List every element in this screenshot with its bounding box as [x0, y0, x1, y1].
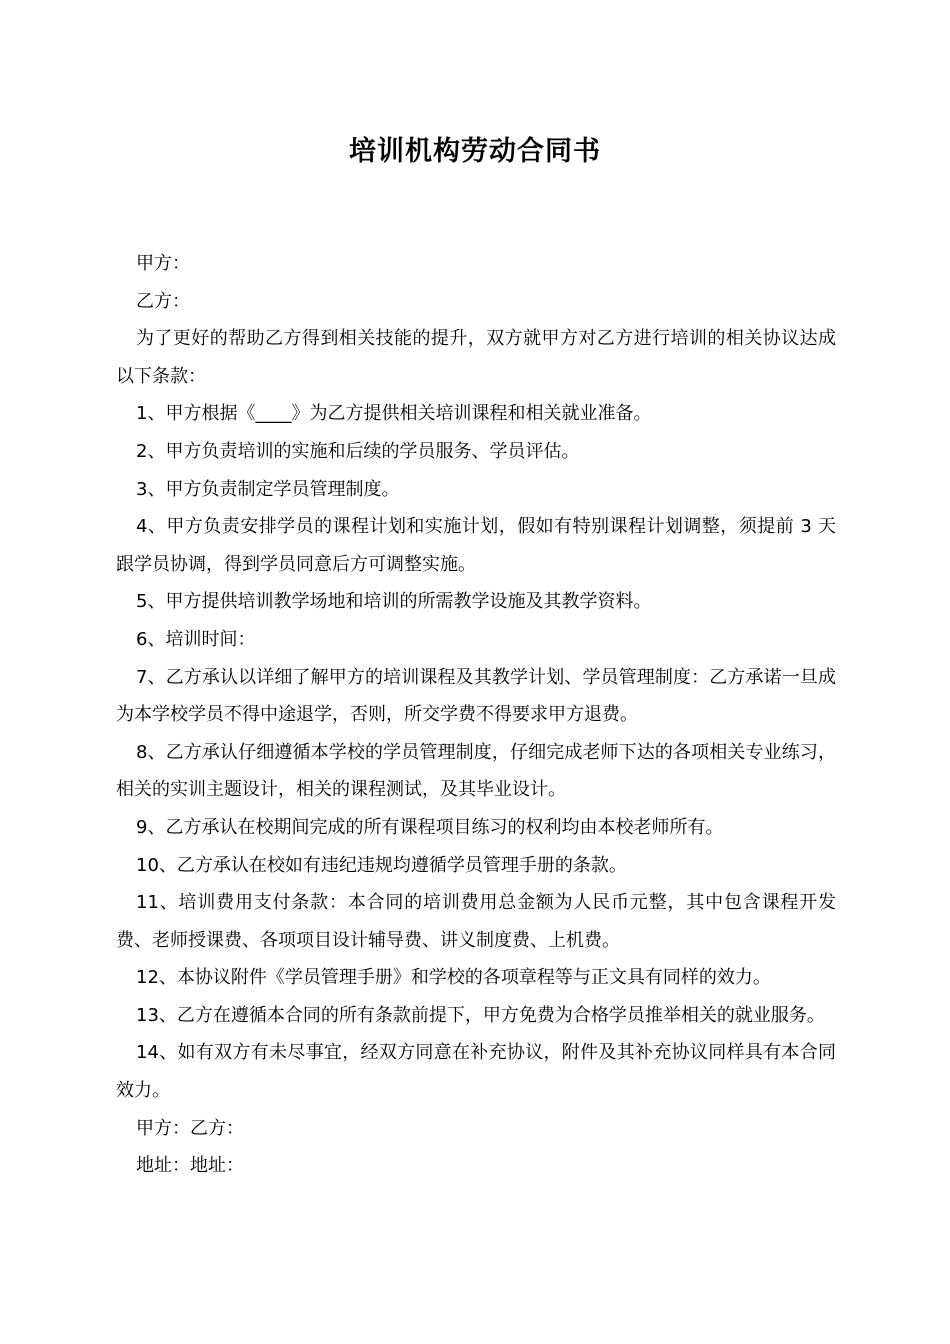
clause-1: 1、甲方根据《____》为乙方提供相关培训课程和相关就业准备。	[136, 403, 652, 425]
signature-line: 甲方：乙方：	[136, 1117, 244, 1139]
document-title: 培训机构劳动合同书	[349, 136, 601, 167]
clause-6: 6、培训时间：	[136, 628, 256, 650]
clause-12: 12、本协议附件《学员管理手册》和学校的各项章程等与正文具有同样的效力。	[136, 967, 771, 989]
intro-paragraph: 为了更好的帮助乙方得到相关技能的提升，双方就甲方对乙方进行培训的相关协议达成以下条款：	[116, 328, 836, 387]
party-b-line: 乙方：	[136, 290, 190, 312]
party-a-line: 甲方：	[136, 253, 190, 274]
clause-13: 13、乙方在遵循本合同的所有条款前提下，甲方免费为合格学员推举相关的就业服务。	[136, 1004, 825, 1026]
clause-10: 10、乙方承认在校如有违纪违规均遵循学员管理手册的条款。	[136, 854, 627, 876]
clause-4: 4、甲方负责安排学员的课程计划和实施计划，假如有特别课程计划调整，须提前 3 天跟学员协调，得到学员同意后方可调整实施。	[116, 516, 836, 575]
clause-5: 5、甲方提供培训教学场地和培训的所需教学设施及其教学资料。	[136, 591, 652, 613]
clause-7: 7、乙方承认以详细了解甲方的培训课程及其教学计划、学员管理制度：乙方承诺一旦成为本学校学员不得中途退学，否则，所交学费不得要求甲方退费。	[116, 666, 836, 726]
address-line: 地址：地址：	[136, 1155, 244, 1177]
clause-2: 2、甲方负责培训的实施和后续的学员服务、学员评估。	[136, 440, 580, 462]
clause-11: 11、培训费用支付条款：本合同的培训费用总金额为人民币元整，其中包含课程开发费、老师授课费、各项项目设计辅导费、讲义制度费、上机费。	[116, 892, 836, 951]
clause-14: 14、如有双方有未尽事宜，经双方同意在补充协议，附件及其补充协议同样具有本合同效力。	[116, 1042, 836, 1102]
document-body	[116, 245, 836, 1185]
clause-8: 8、乙方承认仔细遵循本学校的学员管理制度，仔细完成老师下达的各项相关专业练习，相关的实训主题设计，相关的课程测试，及其毕业设计。	[116, 741, 836, 801]
clause-9: 9、乙方承认在校期间完成的所有课程项目练习的权利均由本校老师所有。	[136, 816, 724, 838]
clause-3: 3、甲方负责制定学员管理制度。	[136, 478, 400, 500]
